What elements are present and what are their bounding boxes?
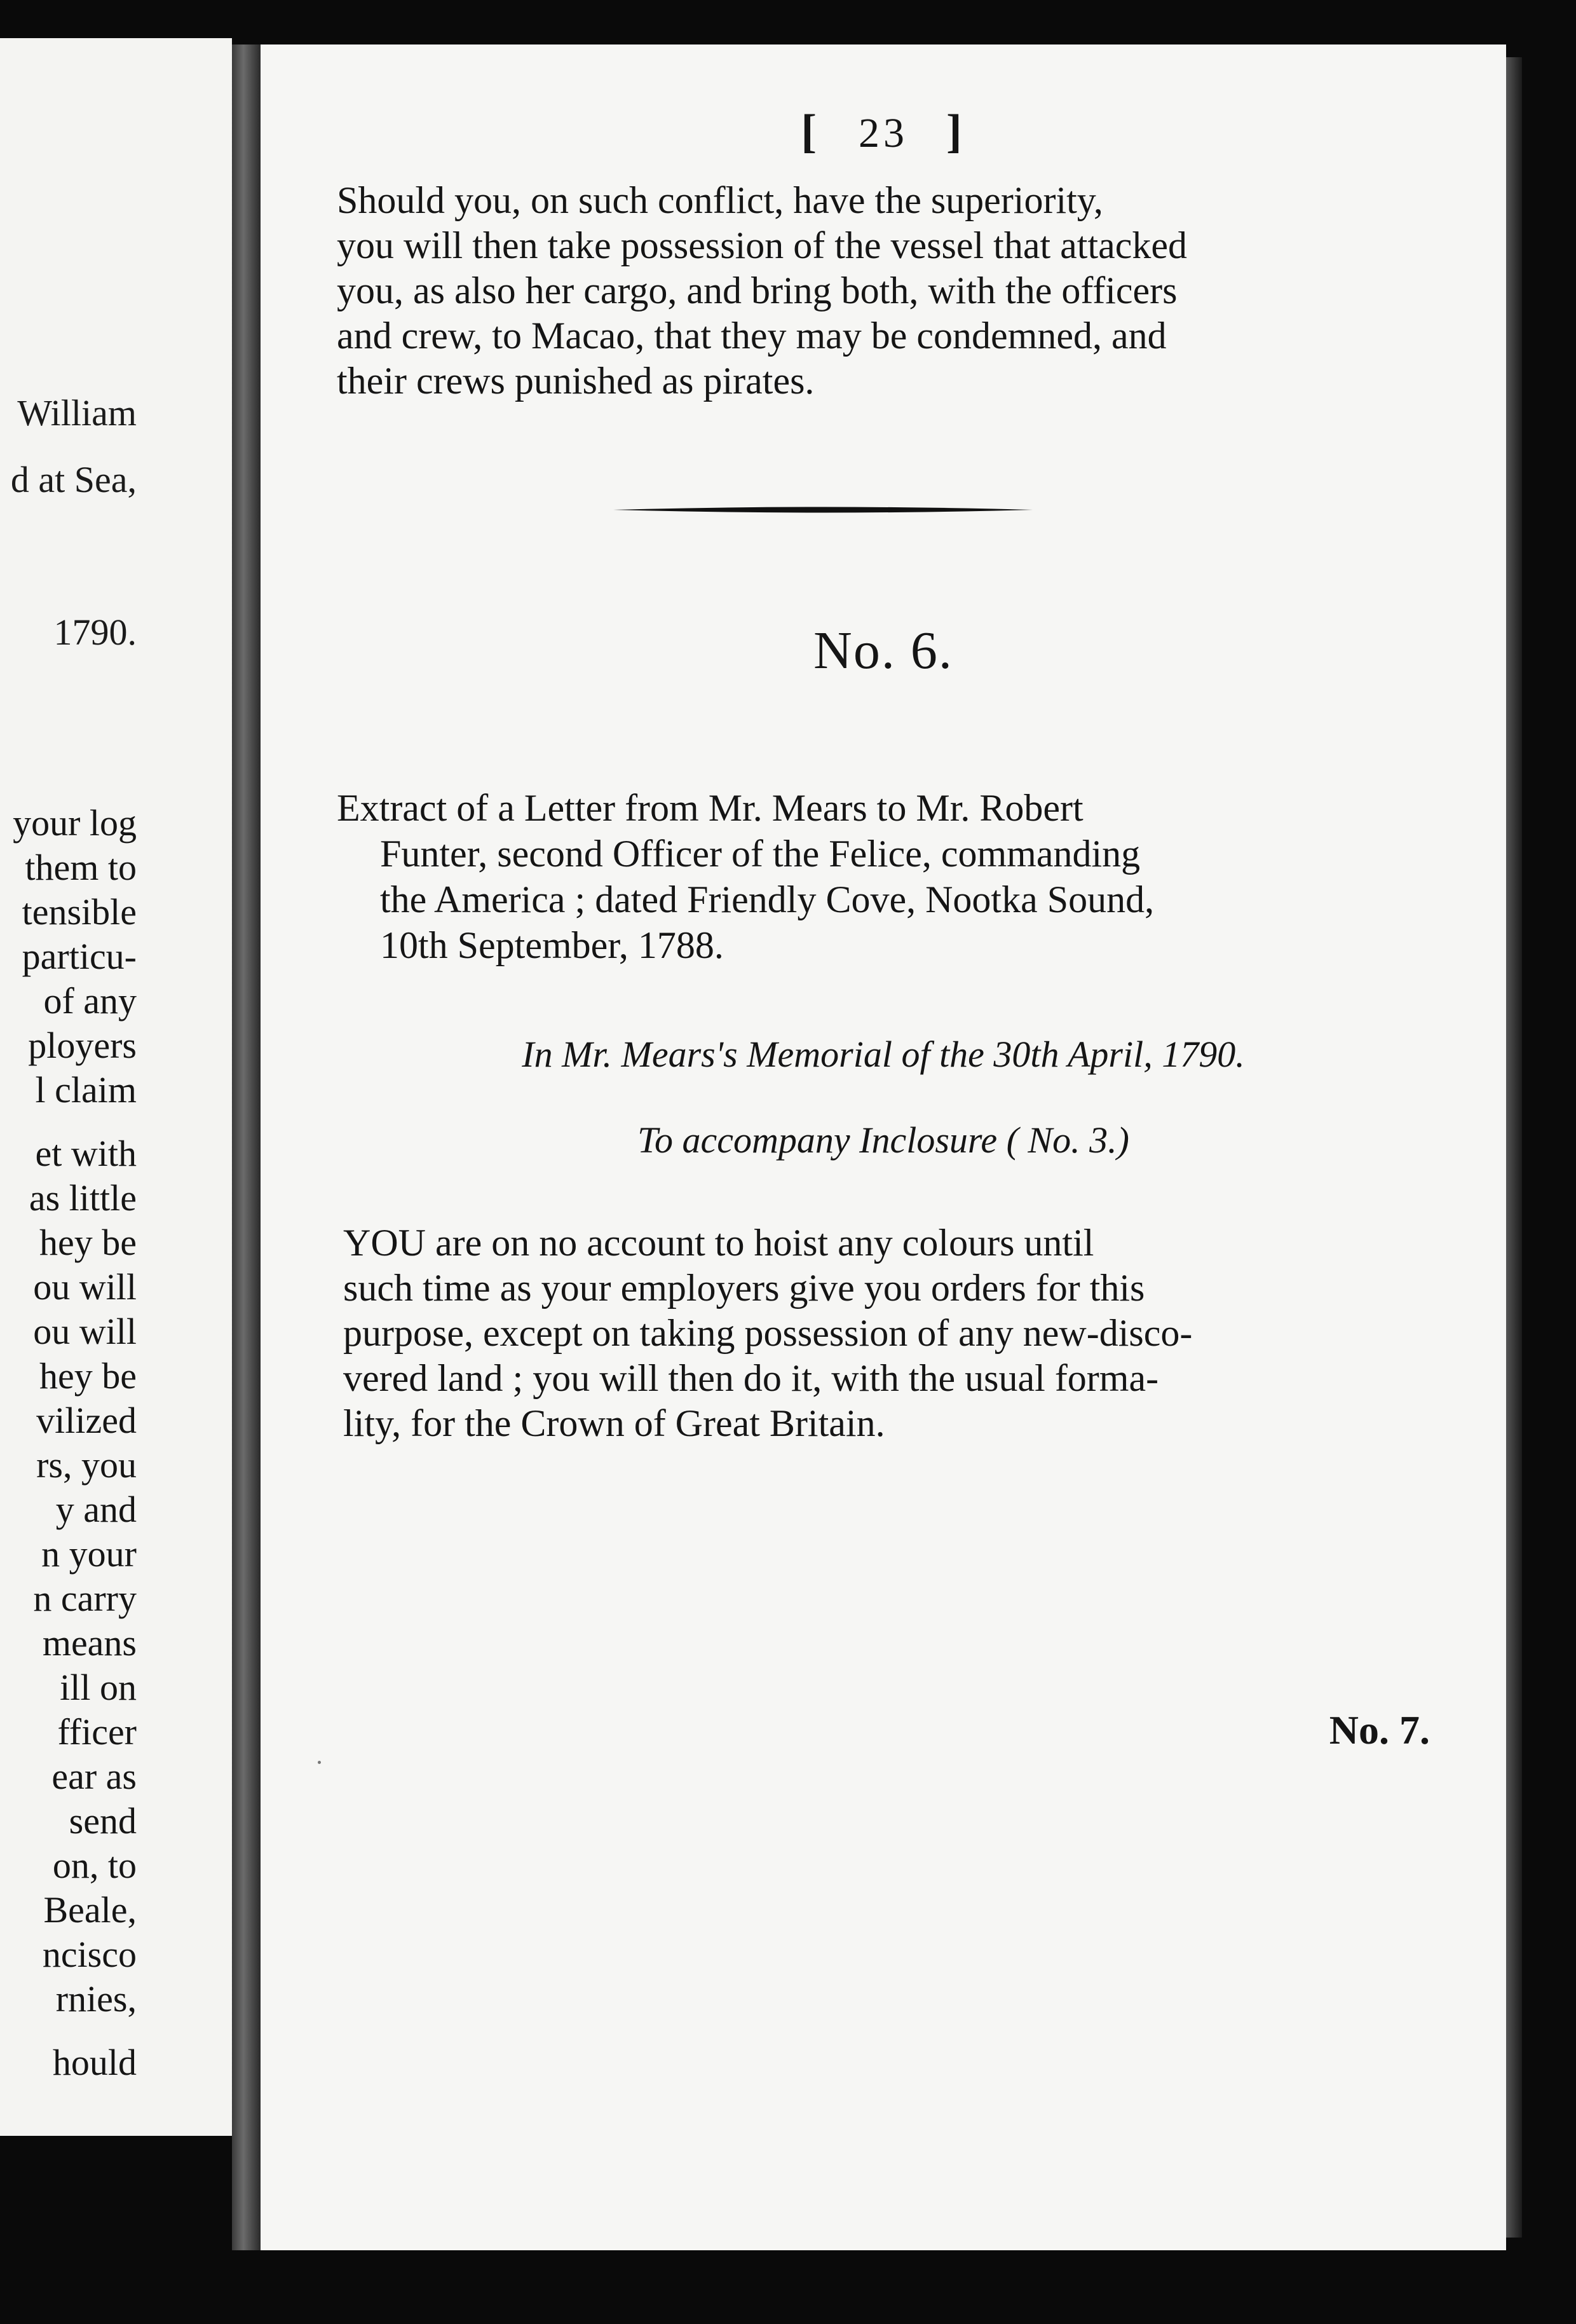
- text-line: and crew, to Macao, that they may be condemned, and: [337, 315, 1167, 357]
- previous-page-text: vilized: [36, 1400, 137, 1441]
- text-line: Should you, on such conflict, have the superiority,: [337, 179, 1103, 221]
- previous-page-text: send: [69, 1800, 137, 1842]
- previous-page-text: ou will: [33, 1266, 137, 1308]
- previous-page-text: rs, you: [36, 1444, 137, 1486]
- text-line: such time as your employers give you orders for this: [343, 1267, 1145, 1309]
- book-page: [261, 44, 1506, 2250]
- text-line: you, as also her cargo, and bring both, with the officers: [337, 270, 1178, 311]
- previous-page-text: tensible: [22, 891, 137, 933]
- catchword: No. 7.: [1329, 1707, 1430, 1753]
- previous-page-fragment: [0, 38, 232, 2136]
- book-gutter: [232, 44, 261, 2250]
- previous-page-text: of any: [43, 980, 137, 1022]
- previous-page-text: fficer: [57, 1711, 137, 1753]
- text-line: Extract of a Letter from Mr. Mears to Mr. Robert: [337, 787, 1084, 829]
- previous-page-text: y and: [55, 1489, 137, 1530]
- previous-page-text: hould: [52, 2042, 137, 2083]
- previous-page-text: particu-: [22, 936, 137, 977]
- bracket-close: ]: [946, 106, 966, 158]
- page-number: [261, 105, 1506, 159]
- previous-page-text: hey be: [39, 1355, 137, 1397]
- previous-page-text: n your: [41, 1533, 137, 1575]
- ornamental-rule: [613, 505, 1033, 514]
- page-edge: [1506, 57, 1522, 2238]
- page-number-value: 23: [859, 110, 908, 156]
- previous-page-text: ployers: [28, 1025, 137, 1066]
- previous-page-text: ncisco: [42, 1934, 137, 1975]
- text-line: Funter, second Officer of the Felice, commanding: [380, 833, 1141, 875]
- inclosure-reference: To accompany Inclosure ( No. 3.): [637, 1119, 1129, 1161]
- text-line: lity, for the Crown of Great Britain.: [343, 1402, 885, 1444]
- section-heading: No. 6.: [813, 621, 953, 680]
- previous-page-text: ill on: [60, 1667, 137, 1708]
- previous-page-text: rnies,: [55, 1978, 137, 2020]
- previous-page-text: as little: [29, 1177, 137, 1219]
- text-line: 10th September, 1788.: [380, 924, 724, 966]
- previous-page-text: n carry: [33, 1578, 137, 1619]
- previous-page-text: ou will: [33, 1311, 137, 1352]
- previous-page-text: them to: [25, 847, 137, 888]
- text-line: YOU are on no account to hoist any colours until: [343, 1222, 1094, 1264]
- text-line: vered land ; you will then do it, with the usual forma-: [343, 1357, 1159, 1399]
- previous-page-text: d at Sea,: [10, 459, 137, 500]
- extract-heading: [337, 785, 1154, 968]
- text-line: you will then take possession of the vessel that attacked: [337, 224, 1188, 266]
- previous-page-text: on, to: [52, 1845, 137, 1886]
- text-line: purpose, except on taking possession of any new-disco-: [343, 1312, 1193, 1354]
- previous-page-text-block: [13, 801, 137, 2085]
- previous-page-text: ear as: [51, 1756, 137, 1797]
- previous-page-text: your log: [13, 802, 137, 844]
- previous-page-text: Beale,: [43, 1889, 137, 1931]
- previous-page-text: l claim: [35, 1069, 137, 1111]
- previous-page-text: hey be: [39, 1222, 137, 1263]
- bracket-open: [: [801, 106, 820, 158]
- previous-page-text: William: [17, 392, 137, 434]
- previous-page-text: et with: [35, 1133, 137, 1174]
- memorial-reference: In Mr. Mears's Memorial of the 30th April, 1790.: [522, 1034, 1245, 1075]
- top-paragraph: [337, 178, 1570, 404]
- paper-speck: [318, 1761, 321, 1764]
- text-line: their crews punished as pirates.: [337, 360, 815, 402]
- text-line: the America ; dated Friendly Cove, Nootka Sound,: [380, 878, 1155, 920]
- previous-page-text: means: [42, 1622, 137, 1664]
- previous-page-text: 1790.: [53, 612, 137, 653]
- letter-body: [343, 1220, 1192, 1446]
